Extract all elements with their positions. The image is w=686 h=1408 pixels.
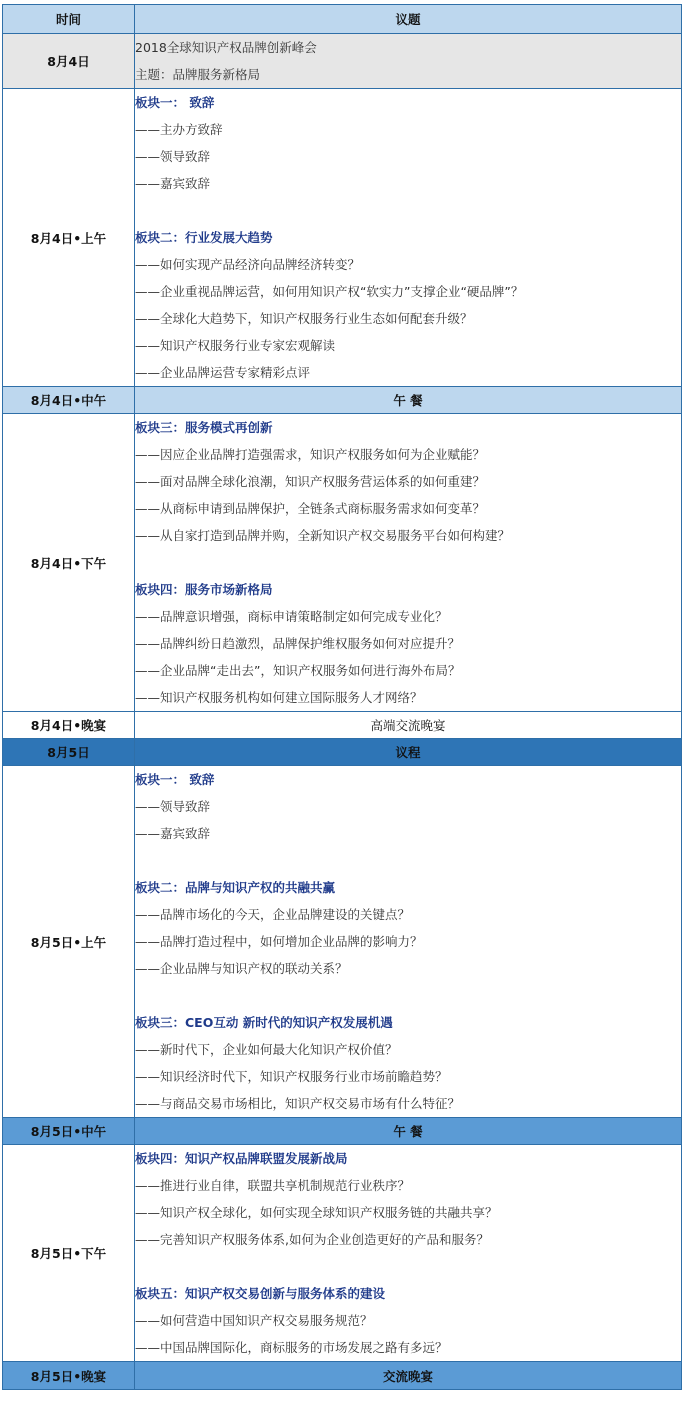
- agenda-item: ——因应企业品牌打造强需求，知识产权服务如何为企业赋能？: [135, 447, 486, 462]
- section-heading: 板块一： 致辞: [135, 772, 215, 787]
- agenda-item: ——知识产权全球化，如何实现全球知识产权服务链的共融共享？: [135, 1205, 498, 1220]
- time-cell: 8月4日•晚宴: [3, 712, 135, 739]
- row-aug5-dinner: [3, 1362, 682, 1390]
- time-cell: 8月5日•晚宴: [3, 1362, 135, 1390]
- agenda-item: ——企业品牌运营专家精彩点评: [135, 365, 311, 380]
- agenda-item: ——如何实现产品经济向品牌经济转变？: [135, 257, 361, 272]
- agenda-item: ——企业重视品牌运营，如何用知识产权“软实力”支撑企业“硬品牌”？: [135, 284, 524, 299]
- header-time: 时间: [3, 5, 135, 34]
- time-cell: 8月4日: [3, 34, 135, 89]
- section-heading: 板块三：CEO互动 新时代的知识产权发展机遇: [135, 1015, 393, 1030]
- header-topic: 议题: [135, 5, 682, 34]
- agenda-item: ——企业品牌“走出去”，知识产权服务如何进行海外布局？: [135, 663, 461, 678]
- topic-cell: [135, 414, 682, 712]
- agenda-item: ——品牌意识增强，商标申请策略制定如何完成专业化？: [135, 609, 448, 624]
- row-aug4-morning: [3, 89, 682, 387]
- section-heading: 板块三：服务模式再创新: [135, 420, 273, 435]
- agenda-item: ——面对品牌全球化浪潮，知识产权服务营运体系的如何重建？: [135, 474, 486, 489]
- row-aug5-noon: [3, 1118, 682, 1145]
- time-cell: 8月5日•中午: [3, 1118, 135, 1145]
- dinner-cell: 高端交流晚宴: [135, 712, 682, 739]
- agenda-item: ——主办方致辞: [135, 122, 223, 137]
- time-cell: 8月5日•下午: [3, 1145, 135, 1362]
- row-aug4-afternoon: [3, 414, 682, 712]
- agenda-item: ——从自家打造到品牌并购，全新知识产权交易服务平台如何构建？: [135, 528, 511, 543]
- section-heading: 板块五：知识产权交易创新与服务体系的建设: [135, 1286, 386, 1301]
- dinner-cell: 交流晚宴: [135, 1362, 682, 1390]
- header-row: [3, 5, 682, 34]
- agenda-item: ——全球化大趋势下，知识产权服务行业生态如何配套升级？: [135, 311, 473, 326]
- agenda-table: [2, 4, 682, 1390]
- agenda-item: ——企业品牌与知识产权的联动关系？: [135, 961, 348, 976]
- agenda-item: ——嘉宾致辞: [135, 826, 211, 841]
- summit-title: 2018全球知识产权品牌创新峰会: [135, 40, 317, 55]
- agenda-item: ——从商标申请到品牌保护，全链条式商标服务需求如何变革？: [135, 501, 486, 516]
- agenda-item: ——与商品交易市场相比，知识产权交易市场有什么特征？: [135, 1096, 461, 1111]
- time-cell: 8月4日•中午: [3, 387, 135, 414]
- agenda-label-cell: 议程: [135, 739, 682, 766]
- topic-cell: [135, 766, 682, 1118]
- row-aug5-afternoon: [3, 1145, 682, 1362]
- time-cell: 8月5日: [3, 739, 135, 766]
- agenda-item: ——如何营造中国知识产权交易服务规范？: [135, 1313, 373, 1328]
- topic-cell: [135, 1145, 682, 1362]
- section-heading: 板块四：知识产权品牌联盟发展新战局: [135, 1151, 348, 1166]
- row-aug4-dinner: [3, 712, 682, 739]
- lunch-cell: 午 餐: [135, 1118, 682, 1145]
- agenda-item: ——新时代下，企业如何最大化知识产权价值？: [135, 1042, 398, 1057]
- agenda-item: ——领导致辞: [135, 149, 211, 164]
- agenda-item: ——品牌市场化的今天，企业品牌建设的关键点？: [135, 907, 411, 922]
- section-heading: 板块四：服务市场新格局: [135, 582, 273, 597]
- row-aug5: [3, 739, 682, 766]
- agenda-item: ——领导致辞: [135, 799, 211, 814]
- agenda-item: ——知识产权服务行业专家宏观解读: [135, 338, 336, 353]
- section-heading: 板块一： 致辞: [135, 95, 215, 110]
- row-aug4: [3, 34, 682, 89]
- section-heading: 板块二：行业发展大趋势: [135, 230, 273, 245]
- agenda-item: ——嘉宾致辞: [135, 176, 211, 191]
- row-aug4-noon: [3, 387, 682, 414]
- agenda-item: ——中国品牌国际化，商标服务的市场发展之路有多远？: [135, 1340, 448, 1355]
- time-cell: 8月5日•上午: [3, 766, 135, 1118]
- agenda-item: ——知识经济时代下，知识产权服务行业市场前瞻趋势？: [135, 1069, 448, 1084]
- agenda-item: ——品牌打造过程中，如何增加企业品牌的影响力？: [135, 934, 423, 949]
- lunch-cell: 午 餐: [135, 387, 682, 414]
- row-aug5-morning: [3, 766, 682, 1118]
- topic-cell: [135, 89, 682, 387]
- time-cell: 8月4日•上午: [3, 89, 135, 387]
- time-cell: 8月4日•下午: [3, 414, 135, 712]
- section-heading: 板块二：品牌与知识产权的共融共赢: [135, 880, 336, 895]
- agenda-item: ——品牌纠纷日趋激烈，品牌保护维权服务如何对应提升？: [135, 636, 461, 651]
- agenda-item: ——推进行业自律，联盟共享机制规范行业秩序？: [135, 1178, 411, 1193]
- agenda-item: ——完善知识产权服务体系,如何为企业创造更好的产品和服务？: [135, 1232, 489, 1247]
- agenda-item: ——知识产权服务机构如何建立国际服务人才网络？: [135, 690, 423, 705]
- topic-cell: [135, 34, 682, 89]
- summit-theme: 主题：品牌服务新格局: [135, 67, 261, 82]
